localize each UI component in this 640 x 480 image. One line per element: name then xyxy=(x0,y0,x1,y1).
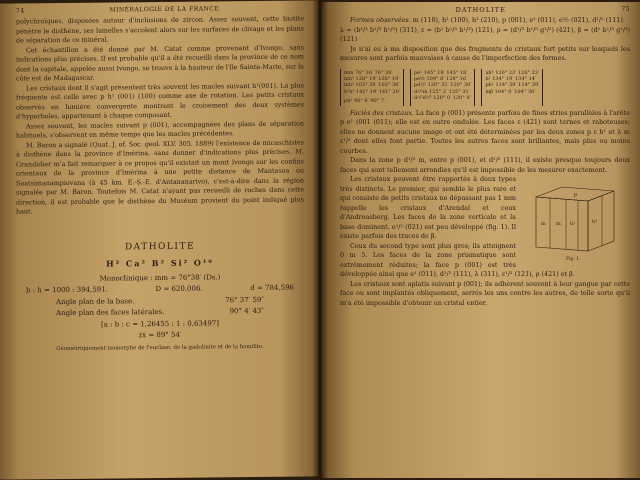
book-gutter xyxy=(312,0,328,480)
crystal-line-5: [a : b : c = 1,26455 : 1 : 0,63497] xyxy=(101,318,219,329)
forms-observed: Formes observées. m (110), h¹ (100), h³ (210), p (001), e¹ (011), e½ (021), d¹/² (111). xyxy=(350,16,625,24)
right-paragraph-1: Je n'ai eu à ma disposition que des fragments de cristaux fort petits sur lesquels les mesures sont parfois mauvaises à cause de l'imperfection des formes. xyxy=(340,44,630,62)
crystal-line-6: zx = 89° 54′ xyxy=(138,330,182,340)
crystal-line-1: Monoclinique : mm = 76°38′ (Ds.) xyxy=(99,272,221,283)
crystal-figure xyxy=(522,177,630,267)
figure-caption: Fig. 1. xyxy=(566,257,581,263)
right-page xyxy=(322,2,640,478)
isomorphism-note: Géométriquement isomorphe de l'euclase, de la gadolinite et de la homilite. xyxy=(56,343,264,352)
left-paragraph-1: polychroïques, disposées autour d'inclusions de zircon. Assez souvent, cette biotite pénètre le disthène, ses lamelles s'accolent alors sur les surfaces de clivage et les plans de séparation de ce minéral. xyxy=(16,14,304,45)
left-paragraph-2: Cet échantillon a été donné par M. Catat comme provenant d'Ivongo, sans indications plus précises. Il est probable qu'il a été recueilli dans la province de ce nom dont la capitale, appelée aussi Ivongo, se trouve à la hauteur de l'île Sainte-Marie, sur la côte est de Madagascar. xyxy=(16,42,304,83)
angle-tables xyxy=(340,69,630,106)
chemical-formula: H² Ca² B² Si² O¹⁰ xyxy=(106,256,214,269)
section-title-datholite: DATHOLITE xyxy=(124,241,196,252)
right-paragraph-3: Dans la zone p d¹/² m, entre p (001), et d¹/² (111), il existe presque toujours deux faces qui sont tellement arrondies qu'il est impossible de les mesurer exactement. xyxy=(340,156,630,174)
left-paragraph-4: Assez souvent, les macles suivant p (001), accompagnées des plans de séparation habituels, s'observent en même temps que les macles précédentes. xyxy=(16,118,304,140)
angle-table-1: mm 76° 38′ 76° 38′ mh³ 128° 19′ 128° 19′ mh¹ 103° 38′ 103° 38′ h¹h³ 141° 19′ 141° 20′ ph¹ 90° 6′ 90° 7′ xyxy=(340,69,404,106)
left-page-number: 74 xyxy=(16,7,25,15)
right-page-number: 75 xyxy=(621,6,630,13)
crystal-line-3: Angle plan de la base. 76° 37′ 59″ xyxy=(56,295,264,306)
figure-label-h3: h³ xyxy=(592,219,598,226)
angle-table-2: pe¹ 145° 18′ 145° 18′ pe½ 109° 8′ 129° 16′ pd¹/² 120° 32′ 120° 30′ d¹/²m 125° 2′ 125° 31′ d¹/²d¹/² 120° 0′ 120° 8′ xyxy=(410,69,476,106)
right-running-head xyxy=(340,6,630,16)
right-paragraph-5: Ceux du second type sont plus gros; ils atteignent 0 m 5. Les faces de la zone prismatique sont extrêmement réduites; la face p (001) est très développée ainsi que e¹ (011), d¹/² (111), λ (311), ε¹/² (121), ρ (421) et β. xyxy=(340,241,575,279)
right-paragraph-4: Les cristaux peuvent être rapportés à deux types très distincts. Le premier, qui semble le plus rare et qui consiste de petits cristaux ne dépassant pas 1 mm rappelle les cristaux d'Arendal et ceux d'Andreasberg. Les faces de la zone verticale et la base dominent. e¹/² (021) est peu développé (fig. 1). Il existe parfois des traces de β. xyxy=(340,175,516,241)
crystal-constants xyxy=(16,271,304,343)
figure-label-p: p xyxy=(574,192,578,199)
right-paragraph-6: Les cristaux sont aplatis suivant p (001); ils adhèrent souvent à leur gangue par cette face ou sont implantés obliquement, serrés les uns contre les autres, de telle sorte qu'il m'a été impossible d'obtenir un cristal entier. xyxy=(340,279,630,307)
figure-label-m1: m xyxy=(541,221,546,228)
right-running-title: DATHOLITE xyxy=(455,6,506,14)
left-page xyxy=(0,0,318,479)
left-running-title: MINÉRALOGIE DE LA FRANCE xyxy=(109,5,220,14)
crystal-drawing xyxy=(522,177,630,261)
crystal-facies: Faciès des cristaux. La face p (001) présente parfois de fines stries parallèles à l'arête p e¹ (001 (011); elle est en outre ondulée. Les faces ε (421) sont ternes et raboteuses; elles ne donnent aucune image et ont été déterminées par les deux zones p ε h¹ et λ m ε¹/² dont elles font partie. Toutes les autres faces sont brillantes, mais plus ou moins courbes. xyxy=(340,108,630,155)
left-paragraph-5: M. Baron a signalé (Quat. J. of. Soc. geol. XLV. 305. 1889) l'existence de micaschistes à disthène dans la province d'Imérina, sans donner d'indications plus précises. M. Grandidier m'a fait remarquer à ce propos qu'il existait un mont Ivongo sur les confins orientaux de la province d'Imérina à une petite distance de Mantasoa ou Soatsimanampiovana (à 45 km. E.-S.-E. d'Antananarivo), c'est-à-dire dans la région signalée par M. Baron. Toutefois M. Catat n'ayant pas recueilli de roches dans cette direction, il est probable que le disthène du Muséum provient du point indiqué plus haut. xyxy=(16,137,304,216)
crystal-line-4: Angle plan des faces latérales. 90° 4′ 43″ xyxy=(56,306,264,318)
angle-table-3: ah¹ 126° 23′ 126° 23′ h¹ 134° 19′ 134° 14′ ph¹ 114° 39′ 114° 39′ mβ 104° 0′ 104° 30′ xyxy=(481,69,543,106)
forms-observed-extra: λ = (b¹/³ b¹/⁵ h¹/³) (311), ε = (b¹ b¹/³ h¹/³) (121), ρ = (d¹/³ b¹/⁵ g¹/²) (421), β = (d¹ b¹/³ g¹/³) (121) xyxy=(340,25,630,43)
figure-label-h1: h¹ xyxy=(570,221,576,228)
crystal-line-2: b : h = 1000 : 394,591. D = 620.006. d = 784,596 xyxy=(26,283,294,295)
left-paragraph-3: Les cristaux dont il s'agit présentent très souvent les macles suivant h¹(001). La plus fréquente est celle avec p h¹ (001) (100) comme axe de rotation. Les petits cristaux observés en lumière convergente montrent le croisement des deux systèmes d'hyperboles, appartenant à chaque composant. xyxy=(16,80,304,121)
figure-label-m2: m xyxy=(556,221,561,228)
